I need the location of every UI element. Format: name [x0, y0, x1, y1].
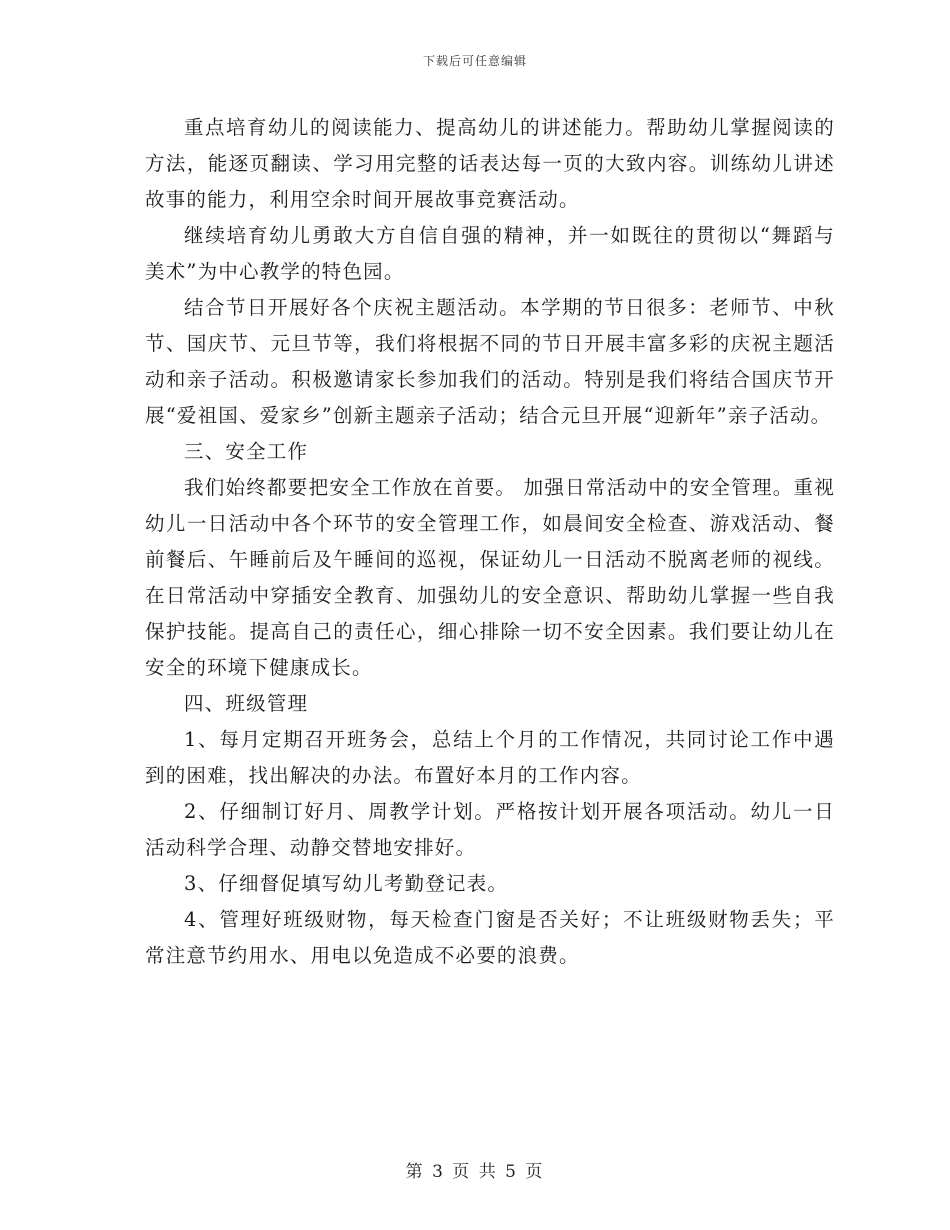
paragraph-festival-activities: 结合节日开展好各个庆祝主题活动。本学期的节日很多：老师节、中秋节、国庆节、元旦节等，我们将根据不同的节日开展丰富多彩的庆祝主题活动和亲子活动。积极邀请家长参加我们的活动。特别是我们将结合国庆节开展“爱祖国、爱家乡”创新主题亲子活动；结合元旦开展“迎新年”亲子活动。 — [145, 296, 835, 427]
section-heading-class-management: 四、班级管理 — [184, 692, 309, 715]
list-item-attendance: 3、仔细督促填写幼儿考勤登记表。 — [184, 872, 509, 895]
paragraph-safety-work: 我们始终都要把安全工作放在首要。 加强日常活动中的安全管理。重视幼儿一日活动中各个环节的安全管理工作，如晨间安全检查、游戏活动、餐前餐后、午睡前后及午睡间的巡视，保证幼儿一日活动不脱离老师的视线。在日常活动中穿插安全教育、加强幼儿的安全意识、帮助幼儿掌握一些自我保护技能。提高自己的责任心，细心排除一切不安全因素。我们要让幼儿在安全的环境下健康成长。 — [145, 476, 835, 679]
section-heading-safety: 三、安全工作 — [184, 440, 309, 463]
document-body — [145, 110, 835, 974]
list-item-teaching-plan: 2、仔细制订好月、周教学计划。严格按计划开展各项活动。幼儿一日活动科学合理、动静交替地安排好。 — [145, 800, 835, 859]
paragraph-reading-ability: 重点培育幼儿的阅读能力、提高幼儿的讲述能力。帮助幼儿掌握阅读的方法，能逐页翻读、学习用完整的话表达每一页的大致内容。训练幼儿讲述故事的能力，利用空余时间开展故事竞赛活动。 — [145, 116, 835, 211]
paragraph-confidence: 继续培育幼儿勇敢大方自信自强的精神，并一如既往的贯彻以“舞蹈与美术”为中心教学的特色园。 — [145, 224, 835, 283]
list-item-property: 4、管理好班级财物，每天检查门窗是否关好；不让班级财物丢失；平常注意节约用水、用电以免造成不必要的浪费。 — [145, 908, 835, 967]
page-header-note: 下载后可任意编辑 — [422, 54, 527, 68]
page-number: 第 3 页 共 5 页 — [405, 1162, 545, 1182]
list-item-class-meeting: 1、每月定期召开班务会，总结上个月的工作情况，共同讨论工作中遇到的困难，找出解决的办法。布置好本月的工作内容。 — [145, 728, 835, 787]
